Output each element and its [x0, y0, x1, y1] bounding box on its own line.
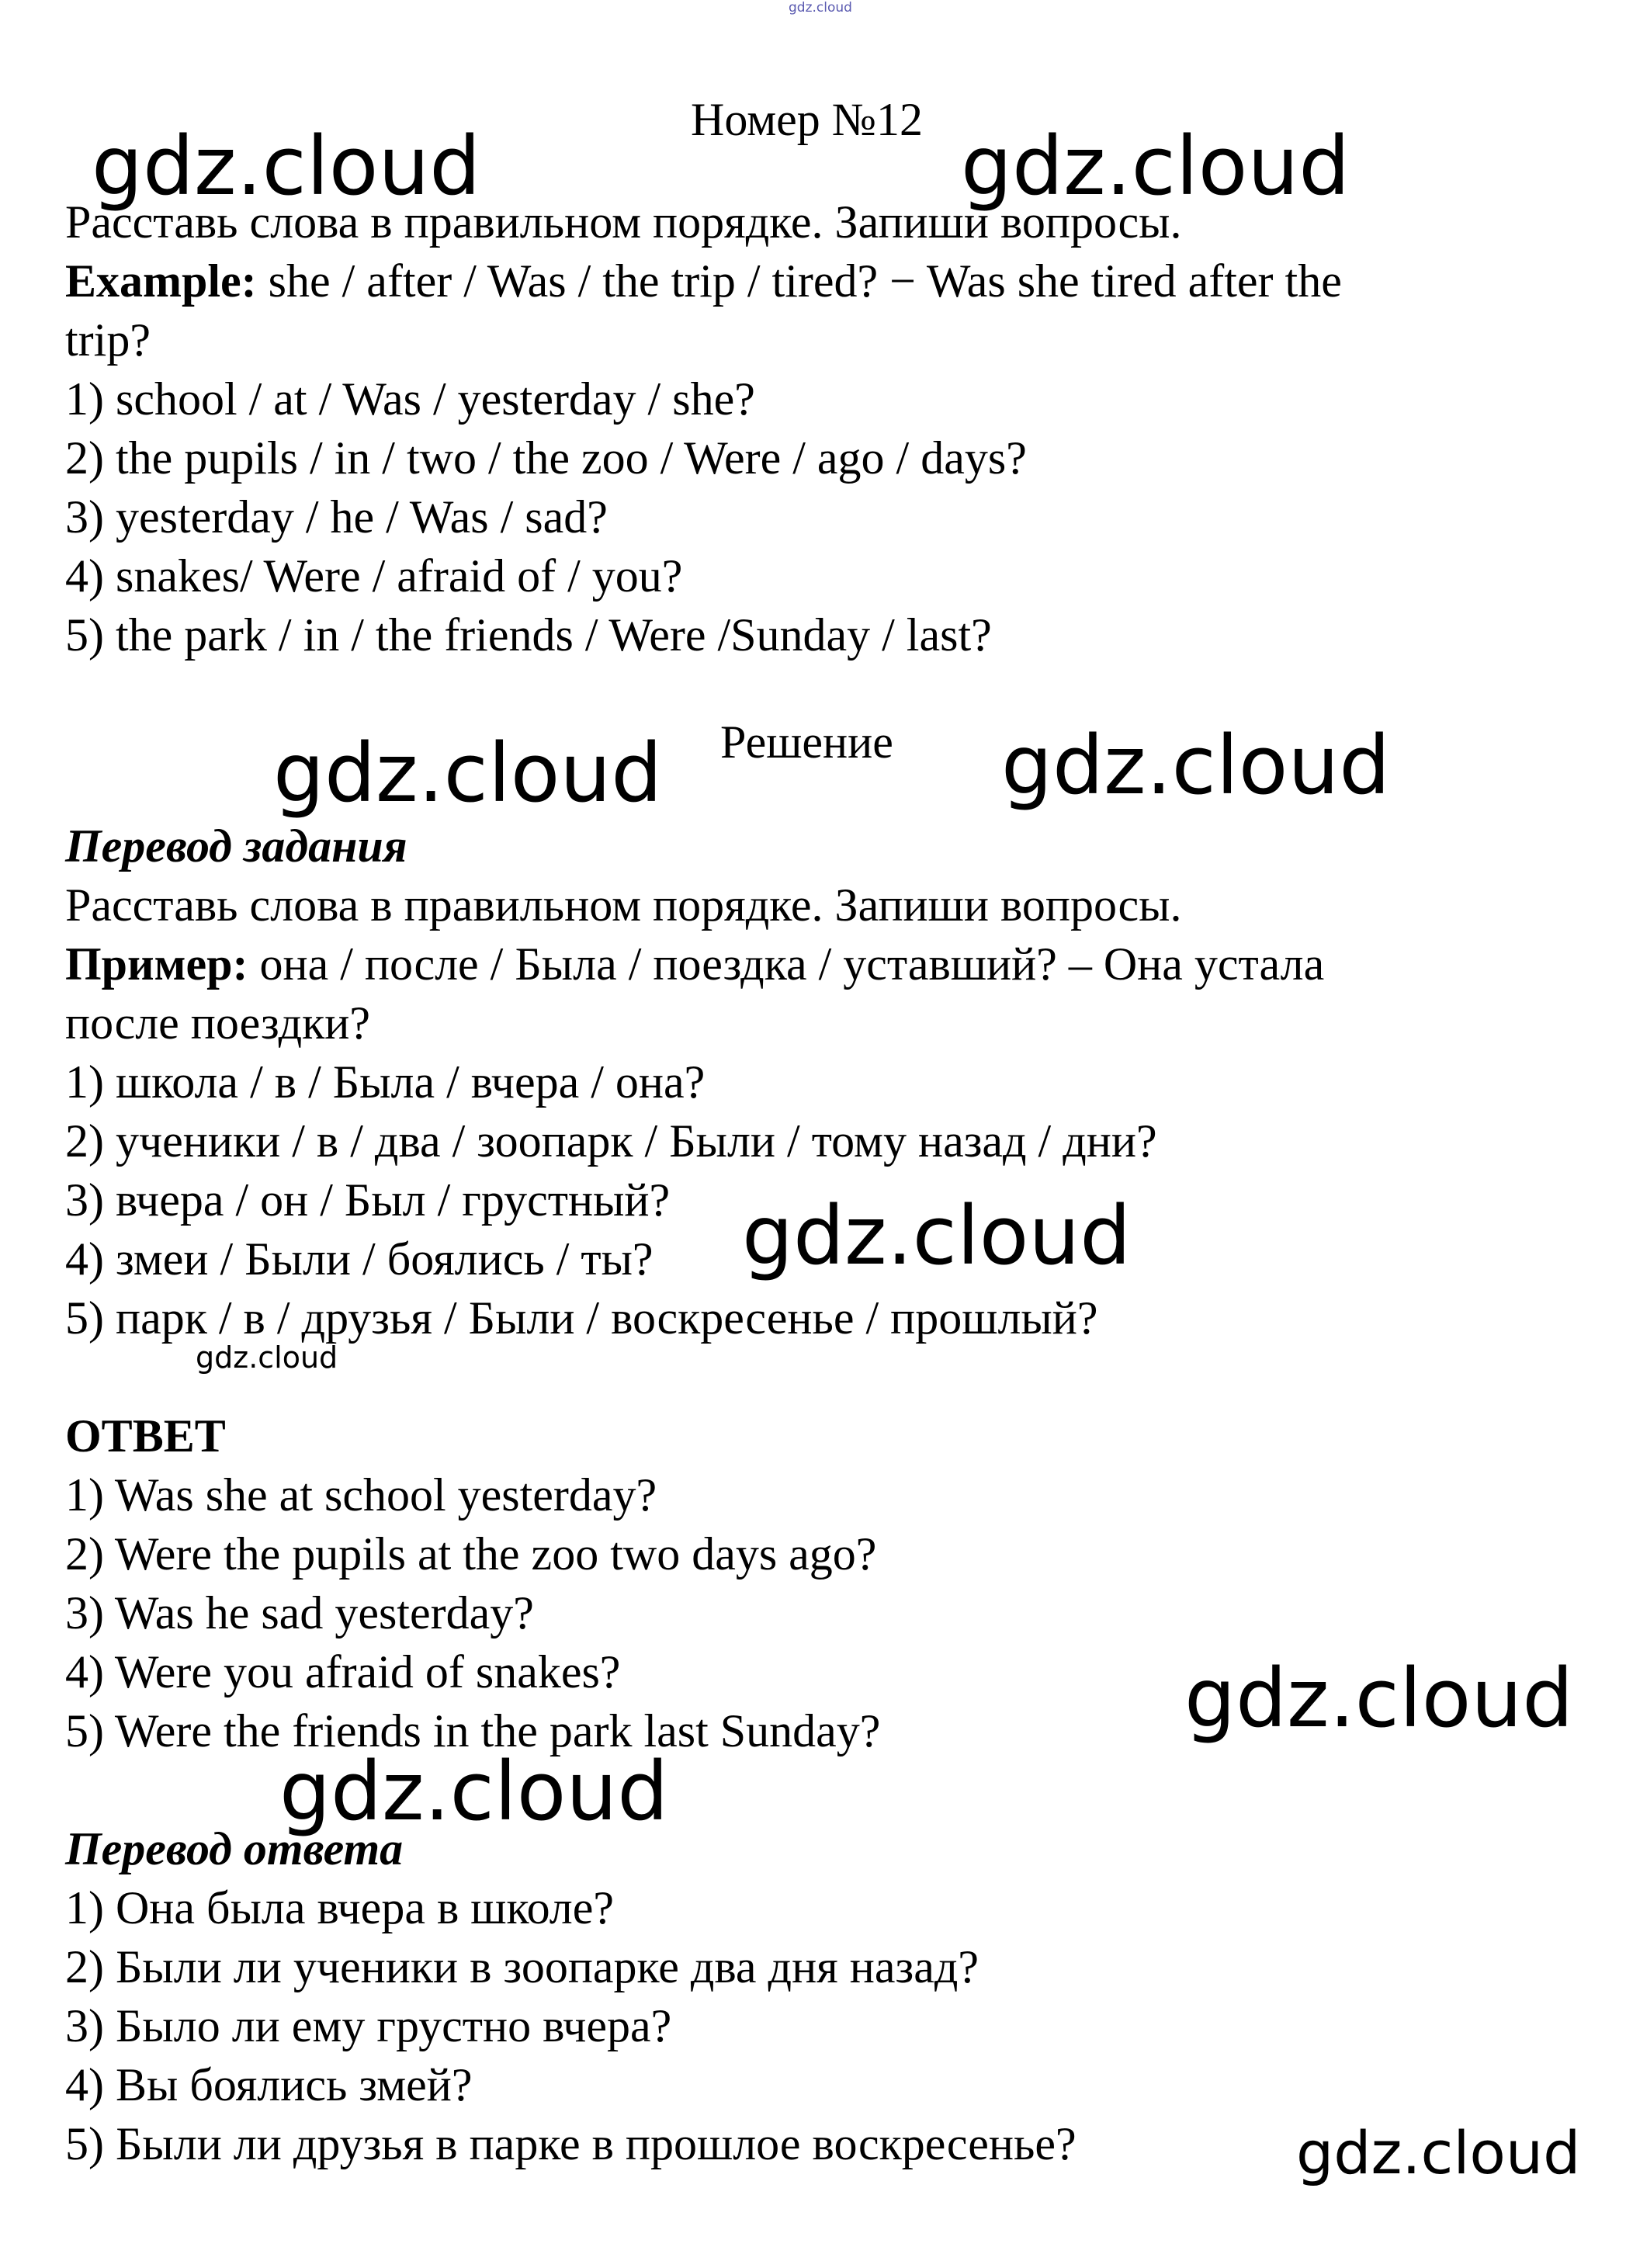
answer-translation-item: 5) Были ли друзья в парке в прошлое воскресенье? — [65, 2118, 1077, 2169]
watermark: gdz.cloud — [1296, 2118, 1581, 2187]
answer-translation-item: 4) Вы боялись змей? — [65, 2059, 473, 2110]
translation-example-label: Пример: — [65, 938, 248, 990]
answer-item: 1) Was she at school yesterday? — [65, 1469, 657, 1521]
translation-example-line-1 — [65, 935, 1324, 994]
answer-translation-item: 1) Она была вчера в школе? — [65, 1882, 614, 1933]
answer-item: 4) Were you afraid of snakes? — [65, 1646, 621, 1698]
watermark: gdz.cloud — [196, 1340, 338, 1375]
translation-item: 2) ученики / в / два / зоопарк / Были / тому назад / дни? — [65, 1115, 1157, 1167]
answer-translation-heading: Перевод ответа — [65, 1823, 404, 1874]
solution-title: Решение — [720, 716, 893, 768]
translation-example-line-2: после поездки? — [65, 997, 371, 1049]
translation-heading: Перевод задания — [65, 820, 407, 872]
task-item: 5) the park / in / the friends / Were /Sunday / last? — [65, 609, 992, 661]
task-example-text: she / after / Was / the trip / tired? − Was she tired after the — [256, 255, 1342, 307]
watermark: gdz.cloud — [742, 1188, 1132, 1283]
translation-item: 1) школа / в / Была / вчера / она? — [65, 1056, 706, 1108]
task-instruction: Расставь слова в правильном порядке. Запиши вопросы. — [65, 196, 1182, 248]
translation-instruction: Расставь слова в правильном порядке. Запиши вопросы. — [65, 879, 1182, 931]
translation-item: 5) парк / в / друзья / Были / воскресенье / прошлый? — [65, 1292, 1098, 1344]
translation-example-text: она / после / Была / поездка / уставший? – Она устала — [248, 938, 1325, 990]
watermark: gdz.cloud — [1001, 718, 1391, 813]
watermark: gdz.cloud — [92, 119, 481, 213]
answer-item: 3) Was he sad yesterday? — [65, 1587, 534, 1639]
watermark: gdz.cloud — [961, 119, 1350, 213]
task-item: 4) snakes/ Were / afraid of / you? — [65, 550, 683, 602]
watermark: gdz.cloud — [1184, 1651, 1574, 1746]
page-title: Номер №12 — [691, 94, 924, 145]
task-example-line-1 — [65, 251, 1342, 310]
task-item: 2) the pupils / in / two / the zoo / Were / ago / days? — [65, 432, 1027, 484]
watermark: gdz.cloud — [273, 726, 663, 820]
top-watermark: gdz.cloud — [789, 0, 852, 16]
answer-translation-item: 2) Были ли ученики в зоопарке два дня назад? — [65, 1941, 979, 1992]
translation-item: 4) змеи / Были / боялись / ты? — [65, 1233, 654, 1285]
watermark: gdz.cloud — [279, 1744, 669, 1839]
answer-item: 2) Were the pupils at the zoo two days ago? — [65, 1528, 877, 1580]
answer-item: 5) Were the friends in the park last Sunday? — [65, 1705, 881, 1756]
answer-translation-item: 3) Было ли ему грустно вчера? — [65, 2000, 672, 2051]
task-item: 1) school / at / Was / yesterday / she? — [65, 373, 755, 425]
task-example-label: Example: — [65, 255, 257, 307]
translation-item: 3) вчера / он / Был / грустный? — [65, 1174, 671, 1226]
answer-heading: ОТВЕТ — [65, 1410, 226, 1462]
task-item: 3) yesterday / he / Was / sad? — [65, 491, 608, 543]
task-example-line-2: trip? — [65, 314, 151, 366]
